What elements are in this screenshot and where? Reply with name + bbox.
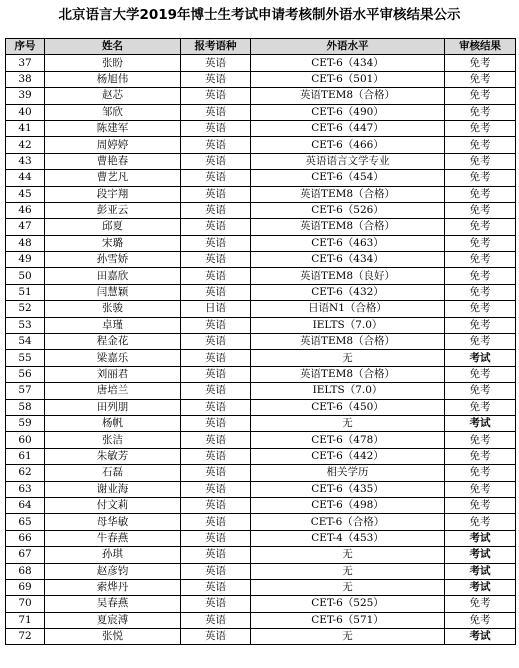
table-row — [6, 137, 516, 153]
table-row — [6, 629, 516, 645]
table-row — [6, 383, 516, 399]
cell-language: 英语 — [181, 596, 251, 612]
cell-language: 英语 — [181, 334, 251, 350]
cell-language: 英语 — [181, 612, 251, 628]
table-row — [6, 268, 516, 284]
cell-name: 田嘉欣 — [45, 268, 181, 284]
cell-result: 免考 — [445, 612, 516, 628]
cell-result: 考试 — [445, 563, 516, 579]
cell-language: 英语 — [181, 579, 251, 595]
cell-seq: 54 — [6, 334, 45, 350]
cell-name: 闫慧颖 — [45, 284, 181, 300]
cell-language: 英语 — [181, 268, 251, 284]
cell-proficiency: CET-6（447） — [251, 120, 445, 136]
cell-name: 陈建军 — [45, 120, 181, 136]
cell-proficiency: 无 — [251, 579, 445, 595]
table-row — [6, 530, 516, 546]
cell-seq: 55 — [6, 350, 45, 366]
cell-seq: 59 — [6, 415, 45, 431]
cell-name: 刘丽君 — [45, 366, 181, 382]
header-seq: 序号 — [6, 39, 45, 55]
cell-language: 英语 — [181, 153, 251, 169]
cell-proficiency: IELTS（7.0） — [251, 383, 445, 399]
cell-result: 免考 — [445, 104, 516, 120]
header-language: 报考语种 — [181, 39, 251, 55]
cell-language: 英语 — [181, 71, 251, 87]
cell-seq: 72 — [6, 629, 45, 645]
table-row — [6, 497, 516, 513]
cell-seq: 68 — [6, 563, 45, 579]
table-row — [6, 120, 516, 136]
table-row — [6, 448, 516, 464]
cell-proficiency: 英语TEM8（合格） — [251, 366, 445, 382]
cell-proficiency: 无 — [251, 629, 445, 645]
header-result: 审核结果 — [445, 39, 516, 55]
cell-seq: 52 — [6, 301, 45, 317]
cell-proficiency: CET-6（432） — [251, 284, 445, 300]
cell-name: 卓瑾 — [45, 317, 181, 333]
cell-language: 英语 — [181, 563, 251, 579]
cell-seq: 69 — [6, 579, 45, 595]
cell-proficiency: CET-6（463） — [251, 235, 445, 251]
cell-result: 免考 — [445, 88, 516, 104]
cell-seq: 49 — [6, 252, 45, 268]
cell-proficiency: CET-6（490） — [251, 104, 445, 120]
cell-proficiency: 日语N1（合格） — [251, 301, 445, 317]
cell-seq: 53 — [6, 317, 45, 333]
table-row — [6, 202, 516, 218]
cell-proficiency: CET-6（454） — [251, 170, 445, 186]
cell-name: 张洁 — [45, 432, 181, 448]
cell-proficiency: 相关学历 — [251, 465, 445, 481]
cell-proficiency: 英语TEM8（合格） — [251, 88, 445, 104]
header-proficiency: 外语水平 — [251, 39, 445, 55]
cell-result: 免考 — [445, 137, 516, 153]
cell-language: 英语 — [181, 317, 251, 333]
cell-result: 免考 — [445, 55, 516, 71]
cell-result: 免考 — [445, 186, 516, 202]
cell-result: 免考 — [445, 481, 516, 497]
cell-seq: 65 — [6, 514, 45, 530]
cell-seq: 46 — [6, 202, 45, 218]
cell-proficiency: 无 — [251, 547, 445, 563]
cell-name: 曹艺凡 — [45, 170, 181, 186]
table-row — [6, 366, 516, 382]
cell-result: 免考 — [445, 170, 516, 186]
table-row — [6, 55, 516, 71]
cell-language: 英语 — [181, 252, 251, 268]
table-row — [6, 284, 516, 300]
table-row — [6, 547, 516, 563]
cell-seq: 40 — [6, 104, 45, 120]
cell-seq: 42 — [6, 137, 45, 153]
cell-result: 免考 — [445, 301, 516, 317]
cell-result: 免考 — [445, 219, 516, 235]
cell-name: 朱敏芳 — [45, 448, 181, 464]
header-row — [6, 39, 516, 55]
cell-seq: 70 — [6, 596, 45, 612]
cell-result: 免考 — [445, 334, 516, 350]
cell-seq: 66 — [6, 530, 45, 546]
cell-proficiency: CET-6（450） — [251, 399, 445, 415]
cell-seq: 62 — [6, 465, 45, 481]
cell-result: 免考 — [445, 383, 516, 399]
cell-seq: 64 — [6, 497, 45, 513]
cell-name: 段宇翔 — [45, 186, 181, 202]
cell-proficiency: 英语语言文学专业 — [251, 153, 445, 169]
cell-proficiency: CET-4（453） — [251, 530, 445, 546]
cell-language: 英语 — [181, 415, 251, 431]
table-row — [6, 301, 516, 317]
cell-proficiency: CET-6（498） — [251, 497, 445, 513]
table-row — [6, 71, 516, 87]
table-row — [6, 252, 516, 268]
cell-proficiency: 无 — [251, 415, 445, 431]
cell-name: 邱夏 — [45, 219, 181, 235]
cell-proficiency: CET-6（571） — [251, 612, 445, 628]
table-row — [6, 153, 516, 169]
cell-language: 英语 — [181, 514, 251, 530]
cell-seq: 44 — [6, 170, 45, 186]
cell-name: 夏宸溥 — [45, 612, 181, 628]
cell-result: 免考 — [445, 284, 516, 300]
cell-result: 免考 — [445, 497, 516, 513]
cell-language: 英语 — [181, 629, 251, 645]
cell-proficiency: 英语TEM8（良好） — [251, 268, 445, 284]
cell-result: 免考 — [445, 514, 516, 530]
cell-language: 英语 — [181, 170, 251, 186]
table-row — [6, 579, 516, 595]
cell-language: 英语 — [181, 481, 251, 497]
cell-seq: 58 — [6, 399, 45, 415]
table-row — [6, 235, 516, 251]
cell-seq: 71 — [6, 612, 45, 628]
cell-name: 孙琪 — [45, 547, 181, 563]
cell-name: 周婷婷 — [45, 137, 181, 153]
cell-result: 免考 — [445, 432, 516, 448]
cell-proficiency: CET-6（525） — [251, 596, 445, 612]
cell-seq: 41 — [6, 120, 45, 136]
cell-seq: 67 — [6, 547, 45, 563]
cell-language: 英语 — [181, 120, 251, 136]
cell-seq: 37 — [6, 55, 45, 71]
table-row — [6, 432, 516, 448]
cell-name: 邹欣 — [45, 104, 181, 120]
cell-language: 日语 — [181, 301, 251, 317]
cell-result: 免考 — [445, 317, 516, 333]
cell-result: 免考 — [445, 366, 516, 382]
table-row — [6, 514, 516, 530]
cell-result: 免考 — [445, 120, 516, 136]
cell-proficiency: 英语TEM8（合格） — [251, 186, 445, 202]
cell-name: 彭亚云 — [45, 202, 181, 218]
cell-name: 曹艳春 — [45, 153, 181, 169]
cell-name: 索烨丹 — [45, 579, 181, 595]
table-row — [6, 219, 516, 235]
cell-proficiency: CET-6（501） — [251, 71, 445, 87]
table-row — [6, 334, 516, 350]
table-row — [6, 612, 516, 628]
cell-result: 免考 — [445, 153, 516, 169]
cell-result: 考试 — [445, 530, 516, 546]
cell-language: 英语 — [181, 366, 251, 382]
cell-seq: 57 — [6, 383, 45, 399]
cell-seq: 45 — [6, 186, 45, 202]
cell-language: 英语 — [181, 202, 251, 218]
cell-seq: 51 — [6, 284, 45, 300]
table-row — [6, 350, 516, 366]
cell-language: 英语 — [181, 432, 251, 448]
cell-language: 英语 — [181, 137, 251, 153]
cell-proficiency: IELTS（7.0） — [251, 317, 445, 333]
header-name: 姓名 — [45, 39, 181, 55]
cell-seq: 47 — [6, 219, 45, 235]
page-title: 北京语言大学2019年博士生考试申请考核制外语水平审核结果公示 — [58, 7, 461, 23]
cell-language: 英语 — [181, 55, 251, 71]
cell-result: 免考 — [445, 268, 516, 284]
cell-language: 英语 — [181, 350, 251, 366]
cell-seq: 39 — [6, 88, 45, 104]
table-row — [6, 481, 516, 497]
cell-name: 石磊 — [45, 465, 181, 481]
table-row — [6, 186, 516, 202]
cell-result: 免考 — [445, 465, 516, 481]
cell-name: 宋璐 — [45, 235, 181, 251]
cell-seq: 38 — [6, 71, 45, 87]
cell-proficiency: 英语TEM8（合格） — [251, 334, 445, 350]
cell-result: 免考 — [445, 596, 516, 612]
cell-proficiency: CET-6（526） — [251, 202, 445, 218]
cell-seq: 48 — [6, 235, 45, 251]
cell-name: 张盼 — [45, 55, 181, 71]
cell-seq: 56 — [6, 366, 45, 382]
cell-name: 赵彦钧 — [45, 563, 181, 579]
cell-result: 免考 — [445, 235, 516, 251]
cell-language: 英语 — [181, 465, 251, 481]
cell-language: 英语 — [181, 88, 251, 104]
cell-name: 程金花 — [45, 334, 181, 350]
cell-name: 杨旭伟 — [45, 71, 181, 87]
table-row — [6, 104, 516, 120]
table-row — [6, 88, 516, 104]
cell-name: 唐培兰 — [45, 383, 181, 399]
cell-name: 孙雪娇 — [45, 252, 181, 268]
cell-language: 英语 — [181, 104, 251, 120]
cell-language: 英语 — [181, 383, 251, 399]
cell-seq: 63 — [6, 481, 45, 497]
table-row — [6, 415, 516, 431]
cell-seq: 61 — [6, 448, 45, 464]
cell-proficiency: 无 — [251, 563, 445, 579]
cell-seq: 50 — [6, 268, 45, 284]
cell-seq: 60 — [6, 432, 45, 448]
cell-result: 免考 — [445, 448, 516, 464]
cell-name: 杨帆 — [45, 415, 181, 431]
cell-language: 英语 — [181, 186, 251, 202]
cell-result: 免考 — [445, 71, 516, 87]
cell-name: 付文莉 — [45, 497, 181, 513]
results-table — [5, 38, 516, 645]
table-row — [6, 465, 516, 481]
cell-proficiency: CET-6（442） — [251, 448, 445, 464]
cell-proficiency: CET-6（434） — [251, 55, 445, 71]
cell-name: 谢业海 — [45, 481, 181, 497]
cell-language: 英语 — [181, 547, 251, 563]
cell-proficiency: CET-6（435） — [251, 481, 445, 497]
cell-name: 张骏 — [45, 301, 181, 317]
cell-name: 牛春燕 — [45, 530, 181, 546]
table-row — [6, 399, 516, 415]
cell-proficiency: CET-6（466） — [251, 137, 445, 153]
cell-seq: 43 — [6, 153, 45, 169]
cell-language: 英语 — [181, 497, 251, 513]
cell-name: 田列朋 — [45, 399, 181, 415]
cell-name: 母华敏 — [45, 514, 181, 530]
table-row — [6, 170, 516, 186]
cell-language: 英语 — [181, 530, 251, 546]
cell-result: 考试 — [445, 579, 516, 595]
cell-language: 英语 — [181, 448, 251, 464]
table-row — [6, 563, 516, 579]
table-row — [6, 317, 516, 333]
cell-name: 梁嘉乐 — [45, 350, 181, 366]
cell-proficiency: 英语TEM8（合格） — [251, 219, 445, 235]
cell-language: 英语 — [181, 235, 251, 251]
cell-proficiency: CET-6（434） — [251, 252, 445, 268]
cell-result: 免考 — [445, 399, 516, 415]
cell-language: 英语 — [181, 399, 251, 415]
table-row — [6, 596, 516, 612]
cell-name: 赵芯 — [45, 88, 181, 104]
cell-result: 考试 — [445, 350, 516, 366]
cell-result: 考试 — [445, 547, 516, 563]
cell-result: 考试 — [445, 415, 516, 431]
cell-name: 张悦 — [45, 629, 181, 645]
cell-language: 英语 — [181, 284, 251, 300]
cell-result: 免考 — [445, 202, 516, 218]
cell-result: 考试 — [445, 629, 516, 645]
cell-name: 吴春燕 — [45, 596, 181, 612]
cell-proficiency: CET-6（合格） — [251, 514, 445, 530]
cell-language: 英语 — [181, 219, 251, 235]
cell-proficiency: CET-6（478） — [251, 432, 445, 448]
cell-result: 免考 — [445, 252, 516, 268]
cell-proficiency: 无 — [251, 350, 445, 366]
